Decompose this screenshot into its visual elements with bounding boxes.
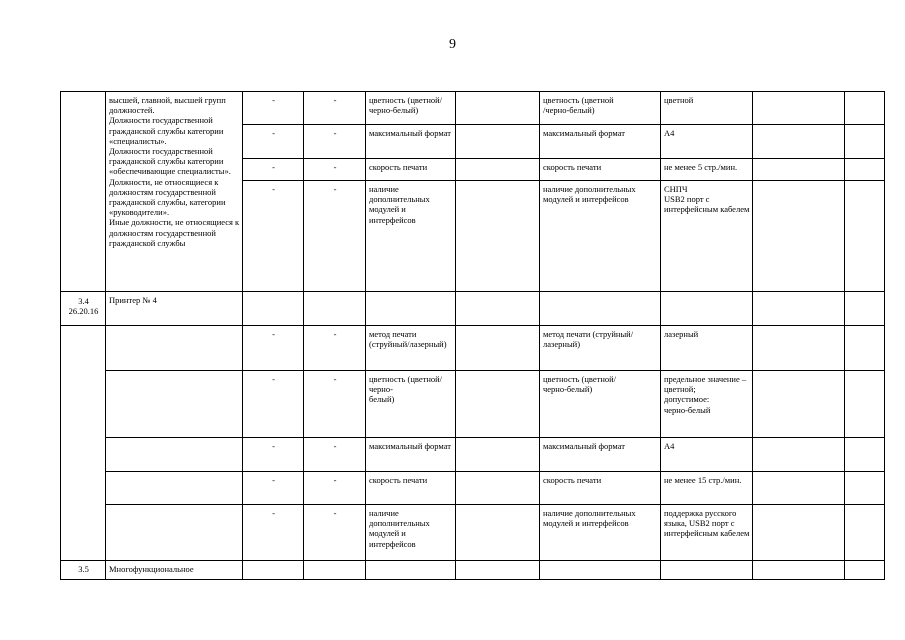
cell-empty [845,125,885,159]
cell-empty [753,472,845,505]
cell-dash: - [243,326,304,371]
cell-empty [753,326,845,371]
cell-empty [366,292,456,326]
cell-empty [845,472,885,505]
cell-characteristic: наличие дополнительных модулей и интерфейсов [366,181,456,292]
cell-dash: - [304,92,366,125]
cell-value: не менее 5 стр./мин. [661,159,753,181]
cell-value: не менее 15 стр./мин. [661,472,753,505]
cell-characteristic: цветность (цветной/черно- белый) [366,371,456,438]
cell-dash: - [304,326,366,371]
cell-empty [753,92,845,125]
table-row [61,438,885,472]
cell-section-name: Принтер № 4 [106,292,243,326]
cell-characteristic: максимальный формат [540,438,661,472]
cell-characteristic: скорость печати [366,472,456,505]
cell-value: предельное значение – цветной; допустимое: черно-белый [661,371,753,438]
cell-characteristic: скорость печати [540,472,661,505]
cell-empty [753,159,845,181]
cell-empty [753,181,845,292]
cell-dash: - [304,472,366,505]
table-row [61,505,885,561]
cell-empty [753,438,845,472]
cell-position-groups: высшей, главной, высшей групп должностей. Должности государственной гражданской службы категории «специалисты». Должности государственной гражданской службы категории «обеспечивающие специалисты». Должности, не относящиеся к должностям государственной гражданской службы, категории «руководители». Иные должности, не относящиеся к должностям государственной гражданской службы [106,92,243,292]
cell-dash: - [304,181,366,292]
cell-dash: - [304,505,366,561]
cell-empty [845,326,885,371]
table-row [61,371,885,438]
cell-characteristic: наличие дополнительных модулей и интерфейсов [366,505,456,561]
cell-empty [106,472,243,505]
cell-empty [366,561,456,580]
page-number: 9 [449,37,456,52]
cell-empty [753,125,845,159]
cell-dash: - [243,472,304,505]
cell-characteristic: метод печати (струйный/лазерный) [366,326,456,371]
cell-empty [753,292,845,326]
cell-value: СНПЧ USB2 порт с интерфейсным кабелем [661,181,753,292]
cell-empty [845,181,885,292]
cell-empty [456,561,540,580]
cell-dash: - [243,92,304,125]
cell-empty [540,561,661,580]
cell-characteristic: максимальный формат [366,438,456,472]
cell-empty [243,292,304,326]
cell-empty [845,92,885,125]
cell-empty [106,505,243,561]
cell-empty [540,292,661,326]
cell-empty [456,371,540,438]
cell-empty [845,438,885,472]
cell-characteristic: максимальный формат [366,125,456,159]
cell-value: цветной [661,92,753,125]
cell-empty [106,438,243,472]
cell-section-num: 3.5 [61,561,106,580]
cell-empty [661,561,753,580]
table-row [61,326,885,371]
cell-empty [456,92,540,125]
cell-characteristic: наличие дополнительных модулей и интерфейсов [540,181,661,292]
cell-empty [845,371,885,438]
cell-dash: - [304,371,366,438]
cell-empty [845,505,885,561]
cell-characteristic: цветность (цветной/ черно-белый) [540,371,661,438]
cell-value: лазерный [661,326,753,371]
cell-characteristic: скорость печати [366,159,456,181]
cell-empty [304,561,366,580]
cell-characteristic: метод печати (струйный/ лазерный) [540,326,661,371]
table-row [61,472,885,505]
cell-empty [456,125,540,159]
cell-empty [753,505,845,561]
cell-characteristic: максимальный формат [540,125,661,159]
cell-empty [753,561,845,580]
cell-section-name: Многофункциональное [106,561,243,580]
cell-empty [106,371,243,438]
cell-empty [845,159,885,181]
cell-value: поддержка русского языка, USB2 порт с интерфейсным кабелем [661,505,753,561]
cell-dash: - [243,159,304,181]
cell-empty [243,561,304,580]
cell-empty [304,292,366,326]
cell-dash: - [243,125,304,159]
cell-empty [456,181,540,292]
cell-characteristic: скорость печати [540,159,661,181]
cell-empty [661,292,753,326]
cell-empty [753,371,845,438]
cell-empty [61,326,106,561]
cell-dash: - [243,181,304,292]
cell-section-num: 3.4 26.20.16 [61,292,106,326]
cell-value: А4 [661,438,753,472]
cell-num [61,92,106,292]
cell-empty [456,292,540,326]
cell-dash: - [304,159,366,181]
cell-characteristic: цветность (цветной/ черно-белый) [366,92,456,125]
cell-empty [456,326,540,371]
section-row [61,561,885,580]
requirements-table [60,91,885,580]
cell-dash: - [243,505,304,561]
table-row [61,92,885,125]
cell-dash: - [304,125,366,159]
cell-empty [845,292,885,326]
cell-empty [106,326,243,371]
cell-empty [845,561,885,580]
cell-characteristic: цветность (цветной /черно-белый) [540,92,661,125]
cell-empty [456,505,540,561]
section-row [61,292,885,326]
cell-dash: - [304,438,366,472]
cell-dash: - [243,371,304,438]
cell-empty [456,159,540,181]
cell-empty [456,438,540,472]
cell-characteristic: наличие дополнительных модулей и интерфейсов [540,505,661,561]
cell-value: А4 [661,125,753,159]
cell-empty [456,472,540,505]
cell-dash: - [243,438,304,472]
